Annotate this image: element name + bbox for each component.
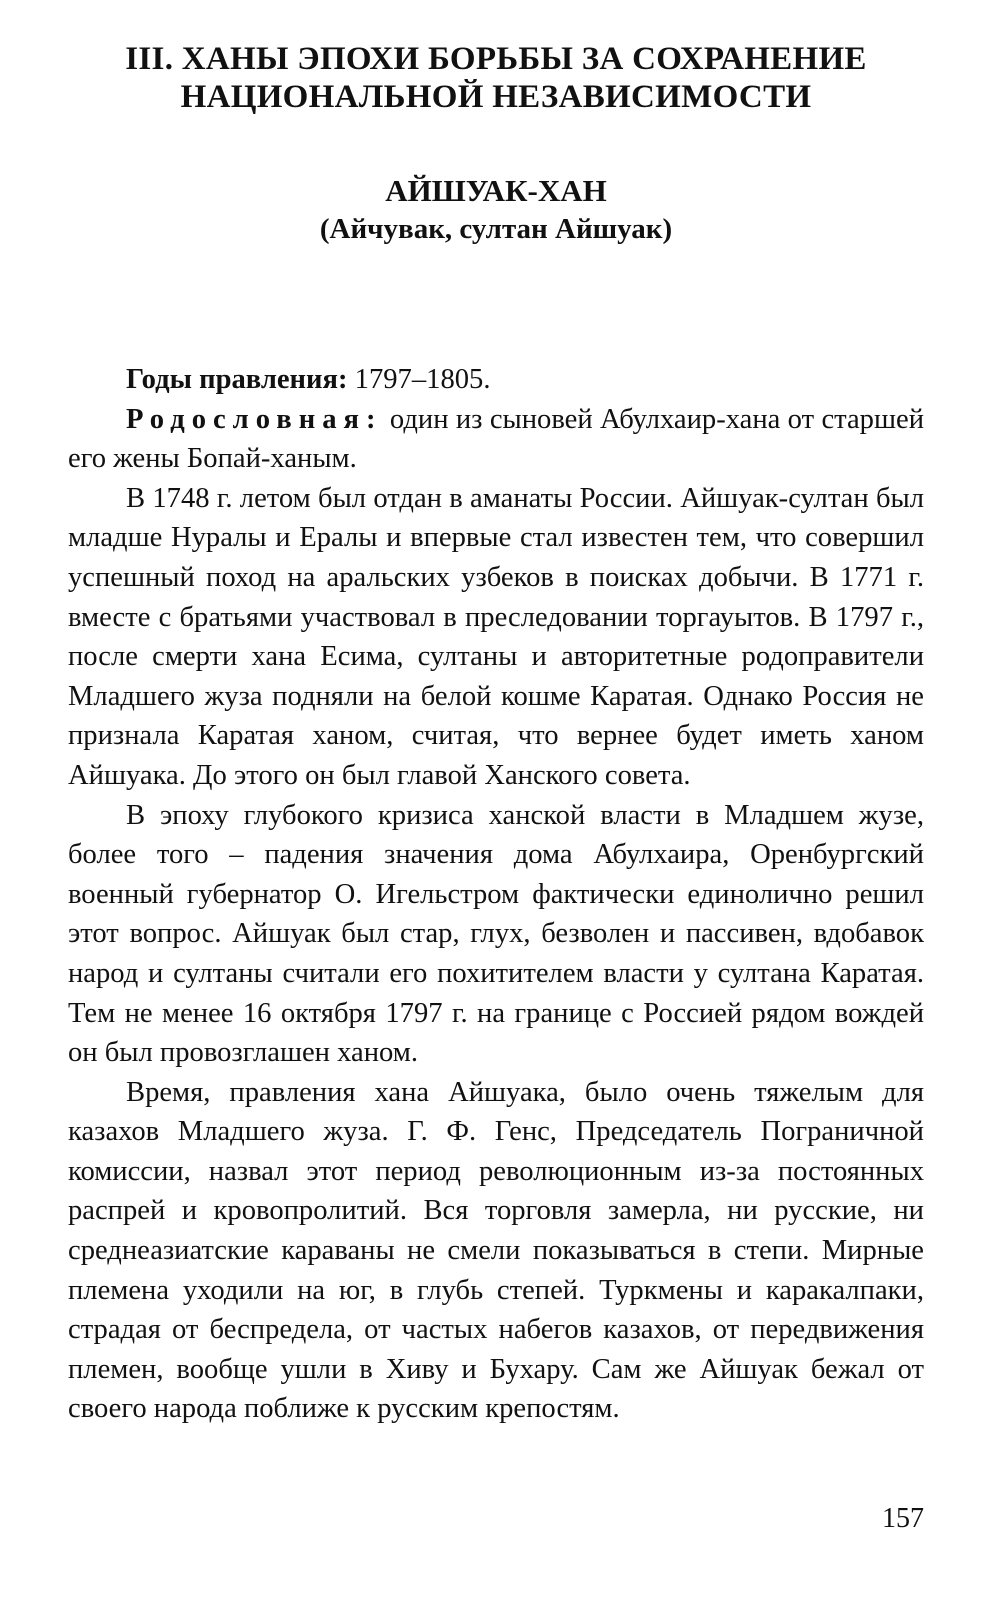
chapter-title-line-2: НАЦИОНАЛЬНОЙ НЕЗАВИСИМОСТИ xyxy=(180,79,812,115)
genealogy-value: один из сыновей Абулхаир-хана от старшей его жены Бопай-ханым. xyxy=(68,403,924,475)
genealogy-paragraph xyxy=(68,400,924,479)
page-number: 157 xyxy=(882,1503,924,1534)
section-subtitle: (Айчувак, султан Айшуак) xyxy=(319,213,673,245)
reign-value: 1797–1805. xyxy=(347,364,491,395)
chapter-title-line-1: III. ХАНЫ ЭПОХИ БОРЬБЫ ЗА СОХРАНЕНИЕ xyxy=(125,41,867,77)
paragraph-3: Время, правления хана Айшуака, было очень тяжелым для казахов Младшего жуза. Г. Ф. Генс, Председатель Пограничной комиссии, назвал этот период революционным из-за постоянных распрей и кровопролитий. Вся торговля замерла, ни русские, ни среднеазиатские караваны не смели показываться в степи. Мирные племена уходили на юг, в глубь степей. Туркмены и каракалпаки, страдая от беспредела, от частых набегов казахов, от передвижения племен, вообще ушли в Хиву и Бухару. Сам же Айшуак бежал от своего народа поближе к русским крепостям. xyxy=(68,1076,924,1425)
reign-paragraph xyxy=(68,360,924,400)
paragraph-1: В 1748 г. летом был отдан в аманаты России. Айшуак-султан был младше Нуралы и Ералы и впервые стал известен тем, что совершил успешный поход на аральских узбеков в поисках добычи. В 1771 г. вместе с братьями участвовал в преследовании торгауытов. В 1797 г., после смерти хана Есима, султаны и авторитетные родоправители Младшего жуза подняли на белой кошме Каратая. Однако Россия не признала Каратая ханом, считая, что вернее будет иметь ханом Айшуака. До этого он был главой Ханского совета. xyxy=(68,482,924,791)
body-text xyxy=(68,360,924,1429)
book-page xyxy=(68,40,924,1570)
reign-label: Годы правления: xyxy=(126,364,348,395)
section-title: АЙШУАК-ХАН xyxy=(385,173,607,208)
chapter-title xyxy=(68,40,924,116)
paragraph-2: В эпоху глубокого кризиса ханской власти в Младшем жузе, более того – падения значения дома Абулхаира, Оренбургский военный губернатор О. Игельстром фактически единолично решил этот вопрос. Айшуак был стар, глух, безволен и пассивен, вдобавок народ и султаны считали его похитителем власти у султана Каратая. Тем не менее 16 октября 1797 г. на границе с Россией рядом вождей он был провозглашен ханом. xyxy=(68,799,924,1069)
genealogy-label: Родословная: xyxy=(126,403,383,435)
